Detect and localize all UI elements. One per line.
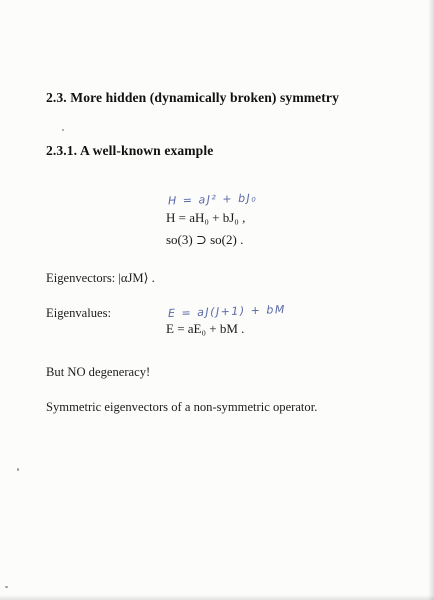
scan-speck (62, 129, 64, 131)
handwritten-hamiltonian-note: H = aJ² + bJ₀ (167, 191, 258, 208)
symmetry-chain-equation: so(3) ⊃ so(2) . (166, 232, 244, 247)
page-edge-shadow-right (428, 0, 434, 600)
handwritten-energy-note: E = aJ(J+1) + bM (167, 302, 287, 321)
eigenvalues-label: Eigenvalues: (46, 306, 112, 320)
eigenvectors-line (46, 270, 155, 286)
eigenvalues-equation: E = aE₀ + bM . (166, 321, 245, 336)
section-number: 2.3. (46, 90, 67, 105)
hamiltonian-equation: H = aH₀ + bJ₀ , (166, 210, 246, 225)
subsection-title: A well-known example (79, 143, 214, 158)
scan-speck (5, 586, 8, 588)
page-edge-shadow-bottom (0, 595, 434, 600)
subsection-heading (46, 143, 213, 159)
eigenvectors-value: |αJM⟩ . (118, 271, 155, 285)
symmetric-eigenvectors-statement: Symmetric eigenvectors of a non-symmetric operator. (46, 400, 318, 414)
eigenvectors-label: Eigenvectors: (46, 271, 116, 285)
section-heading (46, 90, 339, 106)
no-degeneracy-statement: But NO degeneracy! (46, 365, 151, 379)
subsection-number: 2.3.1. (46, 143, 78, 158)
scan-speck (17, 468, 19, 471)
section-title: More hidden (dynamically broken) symmetry (70, 90, 339, 105)
